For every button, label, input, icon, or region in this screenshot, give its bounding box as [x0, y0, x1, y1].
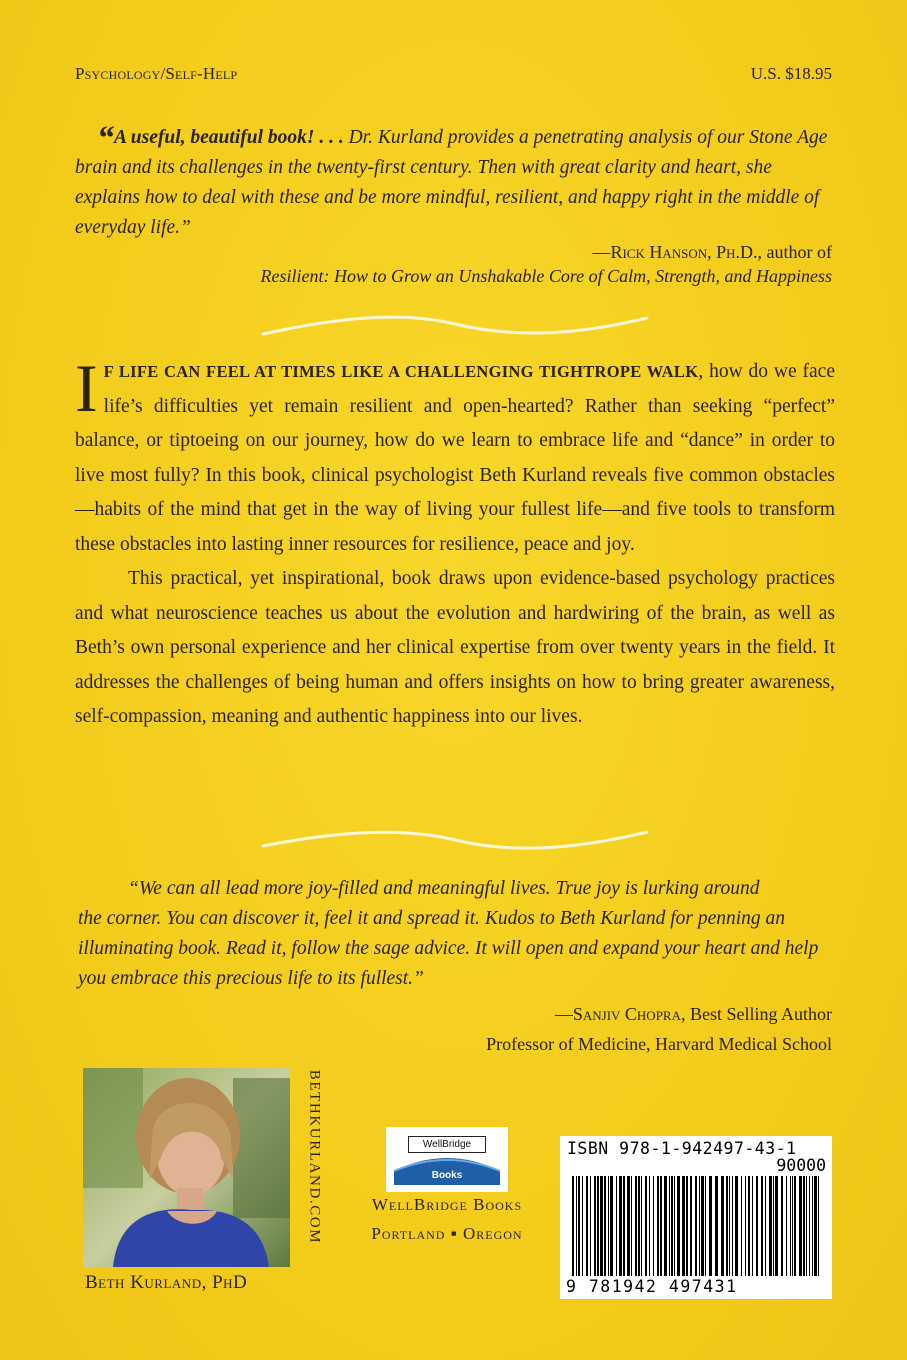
- barcode-bar: [669, 1176, 670, 1276]
- description-paragraph-1: [75, 350, 835, 562]
- quote1-attribution: [592, 242, 832, 263]
- barcode-bar: [572, 1176, 574, 1276]
- price-code: 90000: [776, 1156, 826, 1175]
- barcode-bar: [623, 1176, 625, 1276]
- barcode-bars: [566, 1158, 826, 1276]
- quote1-bold-lead: A useful, beautiful book!: [114, 127, 315, 148]
- description-lead-caps: F LIFE CAN FEEL AT TIMES LIKE A CHALLENGING TIGHTROPE WALK: [103, 362, 699, 381]
- publisher-logo: [386, 1127, 508, 1192]
- price-label: U.S. $18.95: [750, 64, 832, 83]
- barcode-bar: [590, 1176, 591, 1276]
- barcode-bar: [752, 1176, 753, 1276]
- barcode-bar: [582, 1176, 583, 1276]
- publisher-location: [340, 1224, 554, 1244]
- barcode-bar: [799, 1176, 802, 1276]
- barcode-bar: [726, 1176, 728, 1276]
- barcode-bar: [657, 1176, 659, 1276]
- category-label: [75, 64, 237, 84]
- barcode-bar: [701, 1176, 704, 1276]
- book-description: [75, 350, 835, 735]
- barcode-bar: [660, 1176, 662, 1276]
- barcode-bar: [631, 1176, 632, 1276]
- quote2-first-line: “We can all lead more joy-filled and meaningful lives. True joy is lurking around: [128, 878, 760, 899]
- barcode-bar: [653, 1176, 654, 1276]
- author-website: [304, 1052, 324, 1262]
- category-secondary: Self-Help: [165, 64, 238, 83]
- barcode-bar: [765, 1176, 766, 1276]
- barcode-bar: [586, 1176, 588, 1276]
- barcode-bar: [803, 1176, 805, 1276]
- barcode-bar: [638, 1176, 640, 1276]
- barcode-bar: [627, 1176, 630, 1276]
- barcode-bar: [608, 1176, 609, 1276]
- author-website-text: BETHKURLAND.COM: [306, 1069, 323, 1245]
- barcode-bar: [649, 1176, 650, 1276]
- open-quote-mark: “: [97, 120, 114, 157]
- author-caption: Beth Kurland, PhD: [85, 1272, 248, 1293]
- drop-cap-letter: I: [75, 350, 98, 426]
- isbn-barcode: [560, 1136, 832, 1299]
- description-paragraph-1-text: , how do we face life’s difficulties yet remain resilient and open-hearted? Rather than seeking “perfect” balance, or tiptoeing on our journey, how do we learn to embrace life and “dance” in order to live most fully? In this book, clinical psychologist Beth Kurland reveals five common obstacles—habits of the mind that get in the way of living your fullest life—and five tools to transform these obstacles into lasting inner resources for resilience, peace and joy.: [75, 361, 835, 555]
- barcode-bar: [781, 1176, 783, 1276]
- barcode-bar: [610, 1176, 613, 1276]
- barcode-bar: [674, 1176, 675, 1276]
- barcode-bar: [775, 1176, 778, 1276]
- barcode-bar: [792, 1176, 793, 1276]
- barcode-bar: [721, 1176, 724, 1276]
- decorative-swirl-divider-2: [255, 822, 655, 862]
- category-separator: /: [160, 64, 166, 83]
- barcode-bar: [773, 1176, 774, 1276]
- barcode-bar: [604, 1176, 606, 1276]
- barcode-bar: [715, 1176, 718, 1276]
- barcode-bar: [709, 1176, 712, 1276]
- barcode-bar: [677, 1176, 680, 1276]
- publisher-name: WellBridge Books: [371, 1195, 523, 1214]
- barcode-bar: [729, 1176, 730, 1276]
- barcode-bar: [671, 1176, 673, 1276]
- barcode-bar: [761, 1176, 763, 1276]
- barcode-bar: [619, 1176, 622, 1276]
- barcode-bar: [806, 1176, 807, 1276]
- decorative-swirl-divider: [255, 308, 655, 348]
- barcode-bar: [732, 1176, 733, 1276]
- quote1-text: Dr. Kurland provides a penetrating analysis of our Stone Age brain and its challenges in the twenty-first century. Then with great clarity and heart, she explains how to deal with these and be more mindful, resilient, and happy right in the middle of everyday life.”: [75, 127, 828, 238]
- barcode-bar: [748, 1176, 750, 1276]
- quote2-author-role: , Best Selling Author: [680, 1004, 832, 1024]
- barcode-bar: [790, 1176, 791, 1276]
- barcode-bar: [735, 1176, 738, 1276]
- barcode-bar: [699, 1176, 700, 1276]
- author-photo: [83, 1068, 290, 1267]
- location-separator-icon: ▪: [450, 1224, 458, 1243]
- publisher-logo-sub: Books: [431, 1170, 463, 1181]
- description-paragraph-2: This practical, yet inspirational, book draws upon evidence-based psychology practices and what neuroscience teaches us about the evolution and hardwiring of the brain, as well as Beth’s own personal experience and her clinical expertise from over twenty years in the field. It addresses the challenges of being human and offers insights on how to bring greater awareness, self-compassion, meaning and authentic happiness into our lives.: [75, 568, 835, 727]
- barcode-bar: [686, 1176, 688, 1276]
- barcode-bar: [756, 1176, 758, 1276]
- quote2-author-name: —Sanjiv Chopra: [554, 1004, 681, 1024]
- quote1-author-name: —Rick Hanson, Ph.D.: [592, 242, 758, 262]
- barcode-bar: [741, 1176, 742, 1276]
- endorsement-quote-2: [78, 874, 838, 994]
- barcode-bar: [794, 1176, 796, 1276]
- barcode-bar: [818, 1176, 819, 1276]
- barcode-bar: [809, 1176, 810, 1276]
- quote2-author-title: Professor of Medicine, Harvard Medical School: [486, 1034, 832, 1054]
- barcode-bar: [616, 1176, 617, 1276]
- quote2-text: the corner. You can discover it, feel it and spread it. Kudos to Beth Kurland for penning an illuminating book. Read it, follow the sage advice. It will open and expand your heart and help you embrace this precious life to its fullest.”: [78, 908, 819, 989]
- barcode-bar: [695, 1176, 697, 1276]
- endorsement-quote-1: [75, 118, 835, 243]
- category-primary: Psychology: [75, 64, 161, 83]
- publisher-city: Portland: [371, 1224, 446, 1243]
- barcode-digits: 9 781942 497431: [566, 1277, 738, 1296]
- barcode-bar: [705, 1176, 706, 1276]
- barcode-bar: [594, 1176, 596, 1276]
- barcode-bar: [578, 1176, 580, 1276]
- quote1-author-role: , author of: [757, 242, 832, 262]
- quote2-attribution: [555, 1004, 832, 1025]
- barcode-bar: [664, 1176, 667, 1276]
- barcode-bar: [682, 1176, 685, 1276]
- barcode-bar: [812, 1176, 813, 1276]
- barcode-bar: [597, 1176, 599, 1276]
- barcode-bar: [635, 1176, 637, 1276]
- barcode-bar: [769, 1176, 772, 1276]
- isbn-label: ISBN 978-1-942497-43-1: [567, 1139, 797, 1158]
- barcode-bar: [690, 1176, 692, 1276]
- barcode-bar: [576, 1176, 577, 1276]
- barcode-bar: [786, 1176, 787, 1276]
- quote1-book-title: Resilient: How to Grow an Unshakable Core of Calm, Strength, and Happiness: [260, 266, 832, 286]
- barcode-bar: [745, 1176, 746, 1276]
- quote1-ellipsis: . . .: [314, 127, 349, 148]
- barcode-bar: [645, 1176, 647, 1276]
- barcode-bar: [814, 1176, 817, 1276]
- barcode-bar: [641, 1176, 642, 1276]
- publisher-state: Oregon: [462, 1224, 523, 1243]
- publisher-logo-name: WellBridge: [408, 1136, 486, 1153]
- barcode-bar: [600, 1176, 603, 1276]
